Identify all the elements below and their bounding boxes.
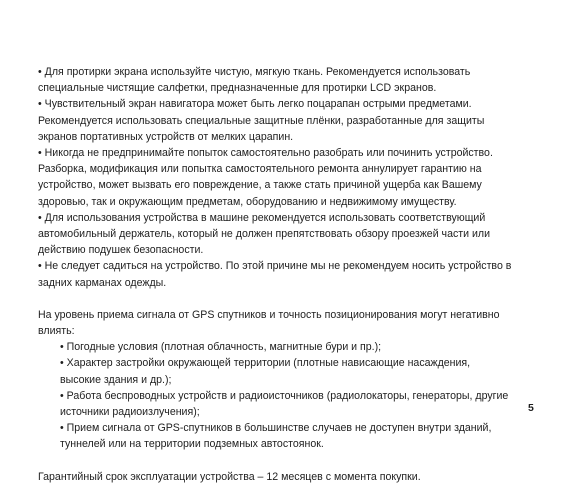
paragraph-spacer [38, 291, 538, 307]
page-number: 5 [528, 402, 534, 414]
care-instructions [38, 64, 538, 291]
gps-factor-buildings: • Характер застройки окружающей территории (плотные нависающие насаждения, высокие здания и др.); [60, 357, 471, 386]
care-bullet-car-holder: • Для использования устройства в машине рекомендуется использовать соответствующий автомобильный держатель, который не должен препятствовать обзору проезжей части или действию подушек безопасности. [38, 211, 490, 257]
care-bullet-no-self-repair: • Никогда не предпринимайте попыток самостоятельно разобрать или починить устройство. Разборка, модификация или попытка самостоятельного ремонта аннулирует гарантию на устройство, может вызвать его повреждение, а также стать причиной ущерба как Вашему здоровью, так и окружающим предметам, оборудованию и недвижимому имуществу. [38, 147, 493, 208]
gps-factor-weather: • Погодные условия (плотная облачность, магнитные бури и пр.); [60, 341, 382, 354]
warranty-statement: Гарантийный срок эксплуатации устройства – 12 месяцев с момента покупки. [38, 470, 421, 483]
gps-factor-wireless: • Работа беспроводных устройств и радиоисточников (радиолокаторы, генераторы, другие источники радиоизлучения); [60, 389, 509, 419]
gps-factor-indoor: • Прием сигнала от GPS-спутников в большинстве случаев не доступен внутри зданий, туннелей или на территории подземных автостоянок. [60, 422, 492, 451]
care-bullet-screen-scratches: • Чувствительный экран навигатора может быть легко поцарапан острыми предметами. Рекомендуется использовать специальные защитные плёнки, разработанные для защиты экранов портативных устройств от мелких царапин. [38, 98, 485, 143]
gps-intro: На уровень приема сигнала от GPS спутников и точность позиционирования могут негативно влиять: [38, 308, 500, 338]
gps-section [38, 307, 538, 453]
document-body [38, 64, 538, 485]
gps-factor-list [38, 339, 538, 452]
care-bullet-do-not-sit: • Не следует садиться на устройство. По этой причине мы не рекомендуем носить устройство в задних карманах одежды. [38, 260, 512, 289]
care-bullet-screen-cleaning: • Для протирки экрана используйте чистую, мягкую ткань. Рекомендуется использовать специальные чистящие салфетки, предназначенные для протирки LCD экранов. [38, 66, 471, 95]
paragraph-spacer [38, 453, 538, 469]
